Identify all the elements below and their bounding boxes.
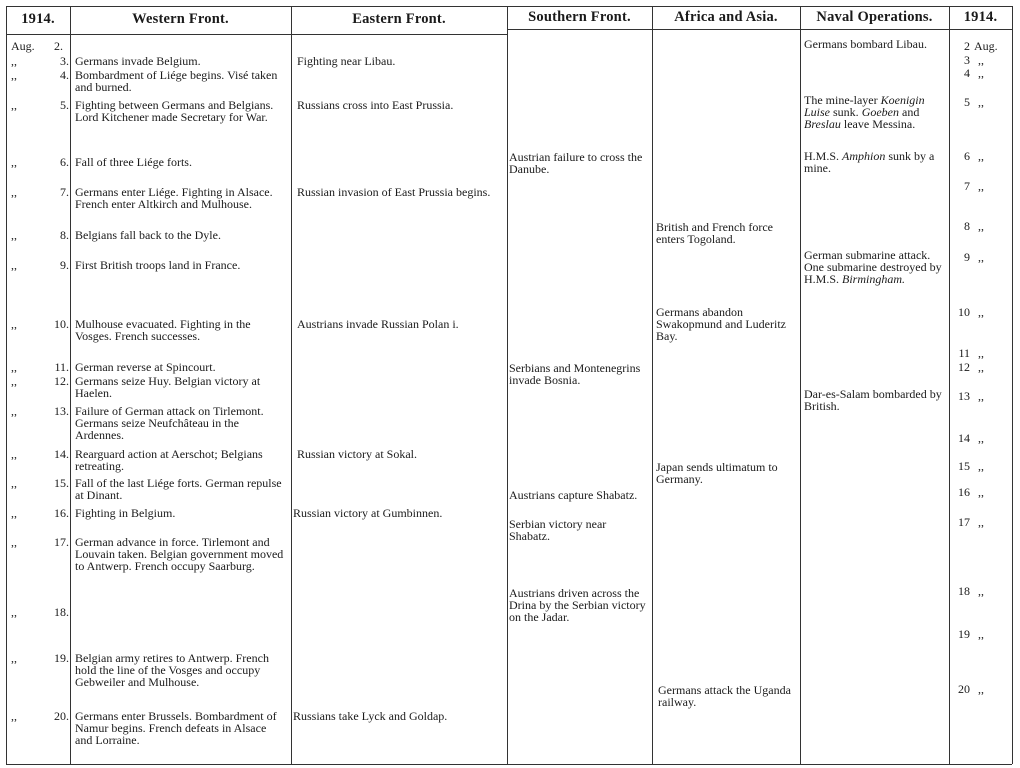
- date-left-row: ,, 13.: [11, 404, 69, 418]
- western-entry-aug-10: Mulhouse evacuated. Fighting in the Vosges. French successes.: [75, 317, 251, 344]
- date-left-row: Aug. 2.: [11, 39, 63, 53]
- date-right-row: 14 ,,: [958, 431, 984, 445]
- africa-entry-aug-15: Japan sends ultimatum to Germany.: [656, 460, 778, 487]
- date-right-row: 9 ,,: [964, 250, 984, 264]
- date-left-row: ,, 4.: [11, 68, 69, 82]
- date-left-row: ,, 7.: [11, 185, 69, 199]
- date-right-row: 8 ,,: [964, 219, 984, 233]
- western-entry-aug-7: Germans enter Liége. Fighting in Alsace. French enter Altkirch and Mulhouse.: [75, 185, 273, 212]
- naval-entry-aug-5: The mine-layer Koenigin Luise sunk. Goeben and Breslau leave Messina.: [804, 93, 925, 132]
- eastern-entry-aug-10: Austrians invade Russian Polan i.: [297, 317, 459, 331]
- date-right-row: 10 ,,: [958, 305, 984, 319]
- ship-name: Koenigin Luise: [804, 93, 925, 120]
- western-entry-aug-4: Bombardment of Liége begins. Visé taken and burned.: [75, 68, 278, 95]
- date-right-row: 11 ,,: [958, 346, 984, 360]
- date-left-row: ,, 3.: [11, 54, 69, 68]
- naval-entry-aug-2: Germans bombard Libau.: [804, 37, 927, 51]
- column-divider-southern-africa: [652, 6, 653, 764]
- naval-entry-aug-6: H.M.S. Amphion sunk by a mine.: [804, 149, 935, 176]
- header-naval-operations: Naval Operations.: [816, 9, 933, 25]
- western-entry-aug-17: German advance in force. Tirlemont and Louvain taken. Belgian government moved to Antwerp. French occupy Saarburg.: [75, 535, 284, 574]
- western-entry-aug-14: Rearguard action at Aerschot; Belgians retreating.: [75, 447, 263, 474]
- header-year-right: 1914.: [963, 9, 998, 25]
- western-entry-aug-16: Fighting in Belgium.: [75, 506, 176, 520]
- eastern-entry-aug-7: Russian invasion of East Prussia begins.: [297, 185, 491, 199]
- date-left-row: ,, 6.: [11, 155, 69, 169]
- western-entry-aug-11: German reverse at Spincourt.: [75, 360, 216, 374]
- western-entry-aug-19: Belgian army retires to Antwerp. French hold the line of the Vosges and occupy Gebweiler and Mulhouse.: [75, 651, 269, 690]
- column-divider-date-western: [70, 6, 71, 764]
- western-entry-aug-8: Belgians fall back to the Dyle.: [75, 228, 221, 242]
- eastern-entry-aug-3: Fighting near Libau.: [297, 54, 396, 68]
- header-year-left: 1914.: [21, 11, 55, 27]
- date-left-row: ,, 19.: [11, 651, 69, 665]
- africa-entry-aug-20: Germans attack the Uganda railway.: [658, 683, 791, 710]
- date-right-row: 7 ,,: [964, 179, 984, 193]
- date-left-row: ,, 16.: [11, 506, 69, 520]
- naval-entry-aug-9: German submarine attack. One submarine destroyed by H.M.S. Birmingham.: [804, 248, 942, 287]
- ship-name: Breslau: [804, 117, 841, 132]
- date-right-row: 19 ,,: [958, 627, 984, 641]
- ship-name: Birmingham.: [842, 272, 906, 287]
- date-right-row: 5 ,,: [964, 95, 984, 109]
- header-africa-asia: Africa and Asia.: [674, 9, 778, 25]
- date-right-row: 6 ,,: [964, 149, 984, 163]
- africa-entry-aug-10: Germans abandon Swakopmund and Luderitz Bay.: [656, 305, 786, 344]
- ship-name: Goeben: [861, 105, 900, 120]
- date-right-row: 15 ,,: [958, 459, 984, 473]
- date-right-row: 20 ,,: [958, 682, 984, 696]
- naval-entry-aug-13: Dar-es-Salam bombarded by British.: [804, 387, 942, 414]
- western-entry-aug-9: First British troops land in France.: [75, 258, 241, 272]
- eastern-entry-aug-14: Russian victory at Sokal.: [297, 447, 417, 461]
- date-left-row: ,, 15.: [11, 476, 69, 490]
- africa-entry-aug-8: British and French force enters Togoland.: [656, 220, 773, 247]
- date-right-row: 12 ,,: [958, 360, 984, 374]
- header-southern-front: Southern Front.: [528, 9, 631, 25]
- western-entry-aug-6: Fall of three Liége forts.: [75, 155, 192, 169]
- western-entry-aug-3: Germans invade Belgium.: [75, 54, 201, 68]
- column-divider-eastern-southern: [507, 6, 508, 764]
- header-western-front: Western Front.: [132, 11, 229, 27]
- table-top-rule: [6, 6, 1012, 7]
- date-left-row: ,, 9.: [11, 258, 69, 272]
- date-right-row: 16 ,,: [958, 485, 984, 499]
- table-bottom-rule: [6, 764, 1012, 765]
- eastern-entry-aug-16: Russian victory at Gumbinnen.: [293, 506, 443, 520]
- header-rule-right: [507, 29, 1012, 30]
- column-divider-africa-naval: [800, 6, 801, 764]
- date-right-row: 17 ,,: [958, 515, 984, 529]
- date-right-row: 3 ,,: [964, 53, 984, 67]
- western-entry-aug-15: Fall of the last Liége forts. German repulse at Dinant.: [75, 476, 282, 503]
- table-border-left: [6, 6, 7, 764]
- southern-entry-aug-12: Serbians and Montenegrins invade Bosnia.: [509, 361, 641, 388]
- southern-entry-aug-6: Austrian failure to cross the Danube.: [509, 150, 643, 177]
- date-left-row: ,, 14.: [11, 447, 69, 461]
- date-left-row: ,, 11.: [11, 360, 69, 374]
- column-divider-western-eastern: [291, 6, 292, 764]
- eastern-entry-aug-20: Russians take Lyck and Goldap.: [293, 709, 448, 723]
- western-entry-aug-5: Fighting between Germans and Belgians. Lord Kitchener made Secretary for War.: [75, 98, 274, 125]
- date-right-row: 18 ,,: [958, 584, 984, 598]
- date-left-row: ,, 20.: [11, 709, 69, 723]
- date-left-row: ,, 5.: [11, 98, 69, 112]
- date-left-row: ,, 12.: [11, 374, 69, 388]
- eastern-entry-aug-5: Russians cross into East Prussia.: [297, 98, 454, 112]
- southern-entry-aug-16-victory: Serbian victory near Shabatz.: [509, 517, 607, 544]
- western-entry-aug-20: Germans enter Brussels. Bombardment of Namur begins. French defeats in Alsace and Lorraine.: [75, 709, 277, 748]
- column-divider-naval-date: [949, 6, 950, 764]
- western-entry-aug-13: Failure of German attack on Tirlemont. Germans seize Neufchâteau in the Ardennes.: [75, 404, 264, 443]
- southern-entry-aug-16-capture: Austrians capture Shabatz.: [509, 488, 638, 502]
- date-left-row: ,, 17.: [11, 535, 69, 549]
- western-entry-aug-12: Germans seize Huy. Belgian victory at Haelen.: [75, 374, 261, 401]
- date-right-row: 4 ,,: [964, 66, 984, 80]
- header-eastern-front: Eastern Front.: [352, 11, 446, 27]
- table-border-right: [1012, 6, 1013, 764]
- date-left-row: ,, 18.: [11, 605, 69, 619]
- date-left-row: ,, 10.: [11, 317, 69, 331]
- header-rule-left: [6, 34, 507, 35]
- date-right-row: 13 ,,: [958, 389, 984, 403]
- date-left-row: ,, 8.: [11, 228, 69, 242]
- ship-name: Amphion: [842, 149, 886, 163]
- southern-entry-aug-18: Austrians driven across the Drina by the Serbian victory on the Jadar.: [509, 586, 646, 625]
- date-right-row: 2 Aug.: [964, 39, 998, 53]
